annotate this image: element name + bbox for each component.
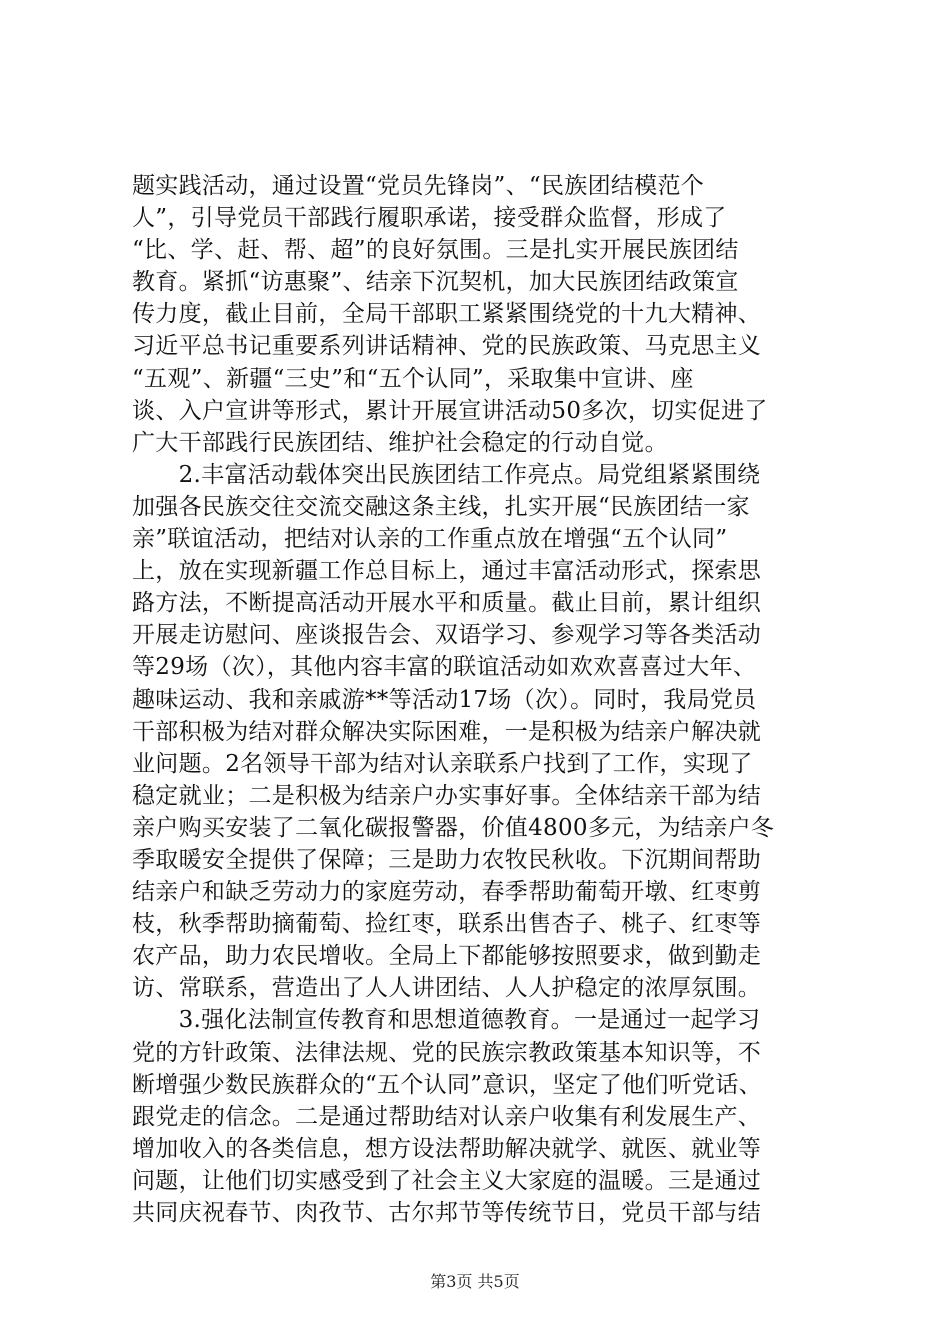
text-line: 干部积极为结对群众解决实际困难，一是积极为结亲户解决就 (132, 718, 762, 745)
text-line: 人”，引导党员干部践行履职承诺，接受群众监督，形成了 (132, 205, 727, 232)
text-line: 亲户购买安装了二氧化碳报警器，价值4800多元，为结亲户冬 (132, 814, 775, 841)
text-line: 谈、入户宣讲等形式，累计开展宣讲活动50多次，切实促进了 (132, 397, 768, 424)
text-line: 农产品，助力农民增收。全局上下都能够按照要求，做到勤走 (132, 943, 762, 970)
text-line: 增加收入的各类信息，想方设法帮助解决就学、就医、就业等 (132, 1135, 762, 1162)
text-line: 枝，秋季帮助摘葡萄、捡红枣，联系出售杏子、桃子、红枣等 (132, 911, 762, 938)
text-line: 跟党走的信念。二是通过帮助结对认亲户收集有利发展生产、 (132, 1103, 762, 1130)
document-body (132, 170, 832, 1229)
text-line: 上，放在实现新疆工作总目标上，通过丰富活动形式，探索思 (132, 558, 762, 585)
paragraph-start-line: 2.丰富活动载体突出民族团结工作亮点。局党组紧紧围绕 (132, 461, 761, 488)
text-line: 教育。紧抓“访惠聚”、结亲下沉契机，加大民族团结政策宣 (132, 269, 739, 296)
text-line: 开展走访慰问、座谈报告会、双语学习、参观学习等各类活动 (132, 622, 762, 649)
text-line: 等29场（次），其他内容丰富的联谊活动如欢欢喜喜过大年、 (132, 654, 757, 681)
text-line: 访、常联系，营造出了人人讲团结、人人护稳定的浓厚氛围。 (132, 975, 762, 1002)
text-line: 稳定就业；二是积极为结亲户办实事好事。全体结亲干部为结 (132, 782, 762, 809)
text-line: 亲”联谊活动，把结对认亲的工作重点放在增强“五个认同” (132, 526, 728, 553)
text-line: “五观”、新疆“三史”和“五个认同”，采取集中宣讲、座 (132, 365, 694, 392)
text-line: 广大干部践行民族团结、维护社会稳定的行动自觉。 (132, 429, 668, 456)
text-line: 加强各民族交往交流交融这条主线，扎实开展“民族团结一家 (132, 493, 750, 520)
text-line: 季取暖安全提供了保障；三是助力农牧民秋收。下沉期间帮助 (132, 846, 762, 873)
text-line: 业问题。2名领导干部为结对认亲联系户找到了工作，实现了 (132, 750, 753, 777)
text-line: 断增强少数民族群众的“五个认同”意识，坚定了他们听党话、 (132, 1071, 762, 1098)
text-line: “比、学、赶、帮、超”的良好氛围。三是扎实开展民族团结 (132, 237, 739, 264)
text-line: 问题，让他们切实感受到了社会主义大家庭的温暖。三是通过 (132, 1167, 762, 1194)
text-line: 题实践活动，通过设置“党员先锋岗”、“民族团结模范个 (132, 173, 705, 199)
text-line: 共同庆祝春节、肉孜节、古尔邦节等传统节日，党员干部与结 (132, 1200, 762, 1226)
text-line: 结亲户和缺乏劳动力的家庭劳动，春季帮助葡萄开墩、红枣剪 (132, 879, 762, 906)
paragraph-start-line: 3.强化法制宣传教育和思想道德教育。一是通过一起学习 (132, 1007, 761, 1034)
text-line: 路方法，不断提高活动开展水平和质量。截止目前，累计组织 (132, 590, 762, 617)
text-line: 趣味运动、我和亲戚游**等活动17场（次）。同时，我局党员 (132, 686, 757, 713)
text-line: 党的方针政策、法律法规、党的民族宗教政策基本知识等，不 (132, 1039, 762, 1066)
text-line: 习近平总书记重要系列讲话精神、党的民族政策、马克思主义 (132, 333, 762, 360)
page-number-footer: 第3页 共5页 (430, 1272, 520, 1291)
text-line: 传力度，截止目前，全局干部职工紧紧围绕党的十九大精神、 (132, 301, 762, 328)
